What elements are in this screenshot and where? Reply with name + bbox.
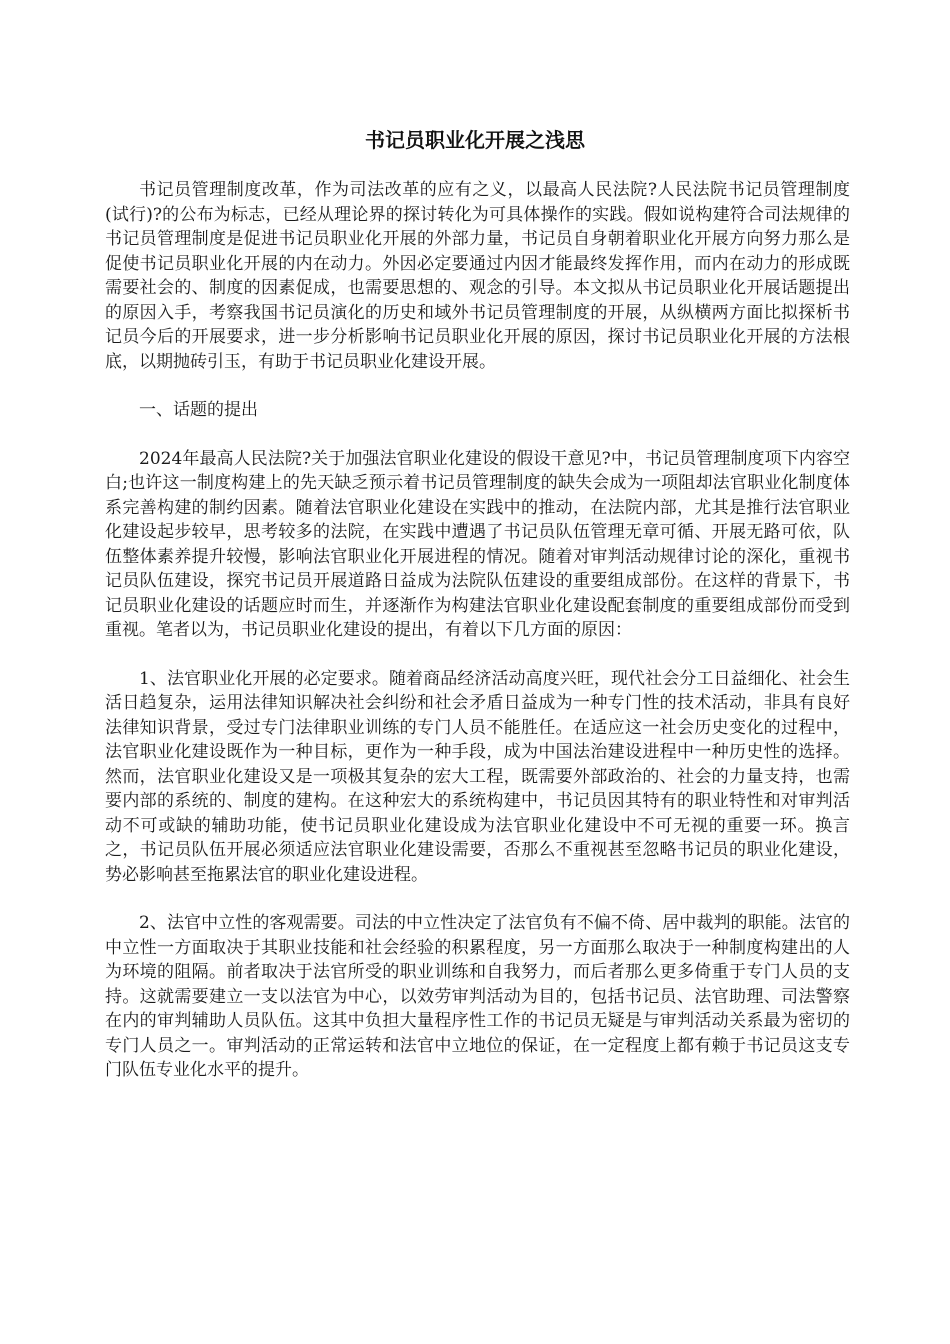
document-body — [105, 178, 850, 1107]
document-title: 书记员职业化开展之浅思 — [365, 128, 585, 152]
paragraph-background: 2024年最高人民法院?关于加强法官职业化建设的假设干意见?中，书记员管理制度项下内容空白;也许这一制度构建上的先天缺乏预示着书记员管理制度的缺失会成为一项阻却法官职业化制度体系完善构建的制约因素。随着法官职业化建设在实践中的推动，在法院内部，尤其是推行法官职业化建设起步较早，思考较多的法院，在实践中遭遇了书记员队伍管理无章可循、开展无路可依，队伍整体素养提升较慢，影响法官职业化开展进程的情况。随着对审判活动规律讨论的深化，重视书记员队伍建设，探究书记员开展道路日益成为法院队伍建设的重要组成部份。在这样的背景下，书记员职业化建设的话题应时而生，并逐渐作为构建法官职业化建设配套制度的重要组成部份而受到重视。笔者以为，书记员职业化建设的提出，有着以下几方面的原因： — [105, 448, 850, 640]
paragraph-intro: 书记员管理制度改革，作为司法改革的应有之义，以最高人民法院?人民法院书记员管理制度(试行)?的公布为标志，已经从理论界的探讨转化为可具体操作的实践。假如说构建符合司法规律的书记员管理制度是促进书记员职业化开展的外部力量，书记员自身朝着职业化开展方向努力那么是促使书记员职业化开展的内在动力。外因必定要通过内因才能最终发挥作用，而内在动力的形成既需要社会的、制度的因素促成，也需要思想的、观念的引导。本文拟从书记员职业化开展话题提出的原因入手，考察我国书记员演化的历史和域外书记员管理制度的开展，从纵横两方面比拟探析书记员今后的开展要求，进一步分析影响书记员职业化开展的原因，探讨书记员职业化开展的方法根底，以期抛砖引玉，有助于书记员职业化建设开展。 — [105, 180, 850, 372]
section-heading: 一、话题的提出 — [139, 400, 258, 420]
paragraph-reason-2: 2、法官中立性的客观需要。司法的中立性决定了法官负有不偏不倚、居中裁判的职能。法官的中立性一方面取决于其职业技能和社会经验的积累程度，另一方面那么取决于一种制度构建出的人为环境的阻隔。前者取决于法官所受的职业训练和自我努力，而后者那么更多倚重于专门人员的支持。这就需要建立一支以法官为中心，以效劳审判活动为目的，包括书记员、法官助理、司法警察在内的审判辅助人员队伍。这其中负担大量程序性工作的书记员无疑是与审判活动关系最为密切的专门人员之一。审判活动的正常运转和法官中立地位的保证，在一定程度上都有赖于书记员这支专门队伍专业化水平的提升。 — [105, 913, 850, 1080]
paragraph-reason-1: 1、法官职业化开展的必定要求。随着商品经济活动高度兴旺，现代社会分工日益细化、社会生活日趋复杂，运用法律知识解决社会纠纷和社会矛盾日益成为一种专门性的技术活动，非具有良好法律知识背景，受过专门法律职业训练的专门人员不能胜任。在适应这一社会历史变化的过程中，法官职业化建设既作为一种目标，更作为一种手段，成为中国法治建设进程中一种历史性的选择。然而，法官职业化建设又是一项极其复杂的宏大工程，既需要外部政治的、社会的力量支持，也需要内部的系统的、制度的建构。在这种宏大的系统构建中，书记员因其特有的职业特性和对审判活动不可或缺的辅助功能，使书记员职业化建设成为法官职业化建设中不可无视的重要一环。换言之，书记员队伍开展必须适应法官职业化建设需要，否那么不重视甚至忽略书记员的职业化建设，势必影响甚至拖累法官的职业化建设进程。 — [105, 668, 850, 885]
